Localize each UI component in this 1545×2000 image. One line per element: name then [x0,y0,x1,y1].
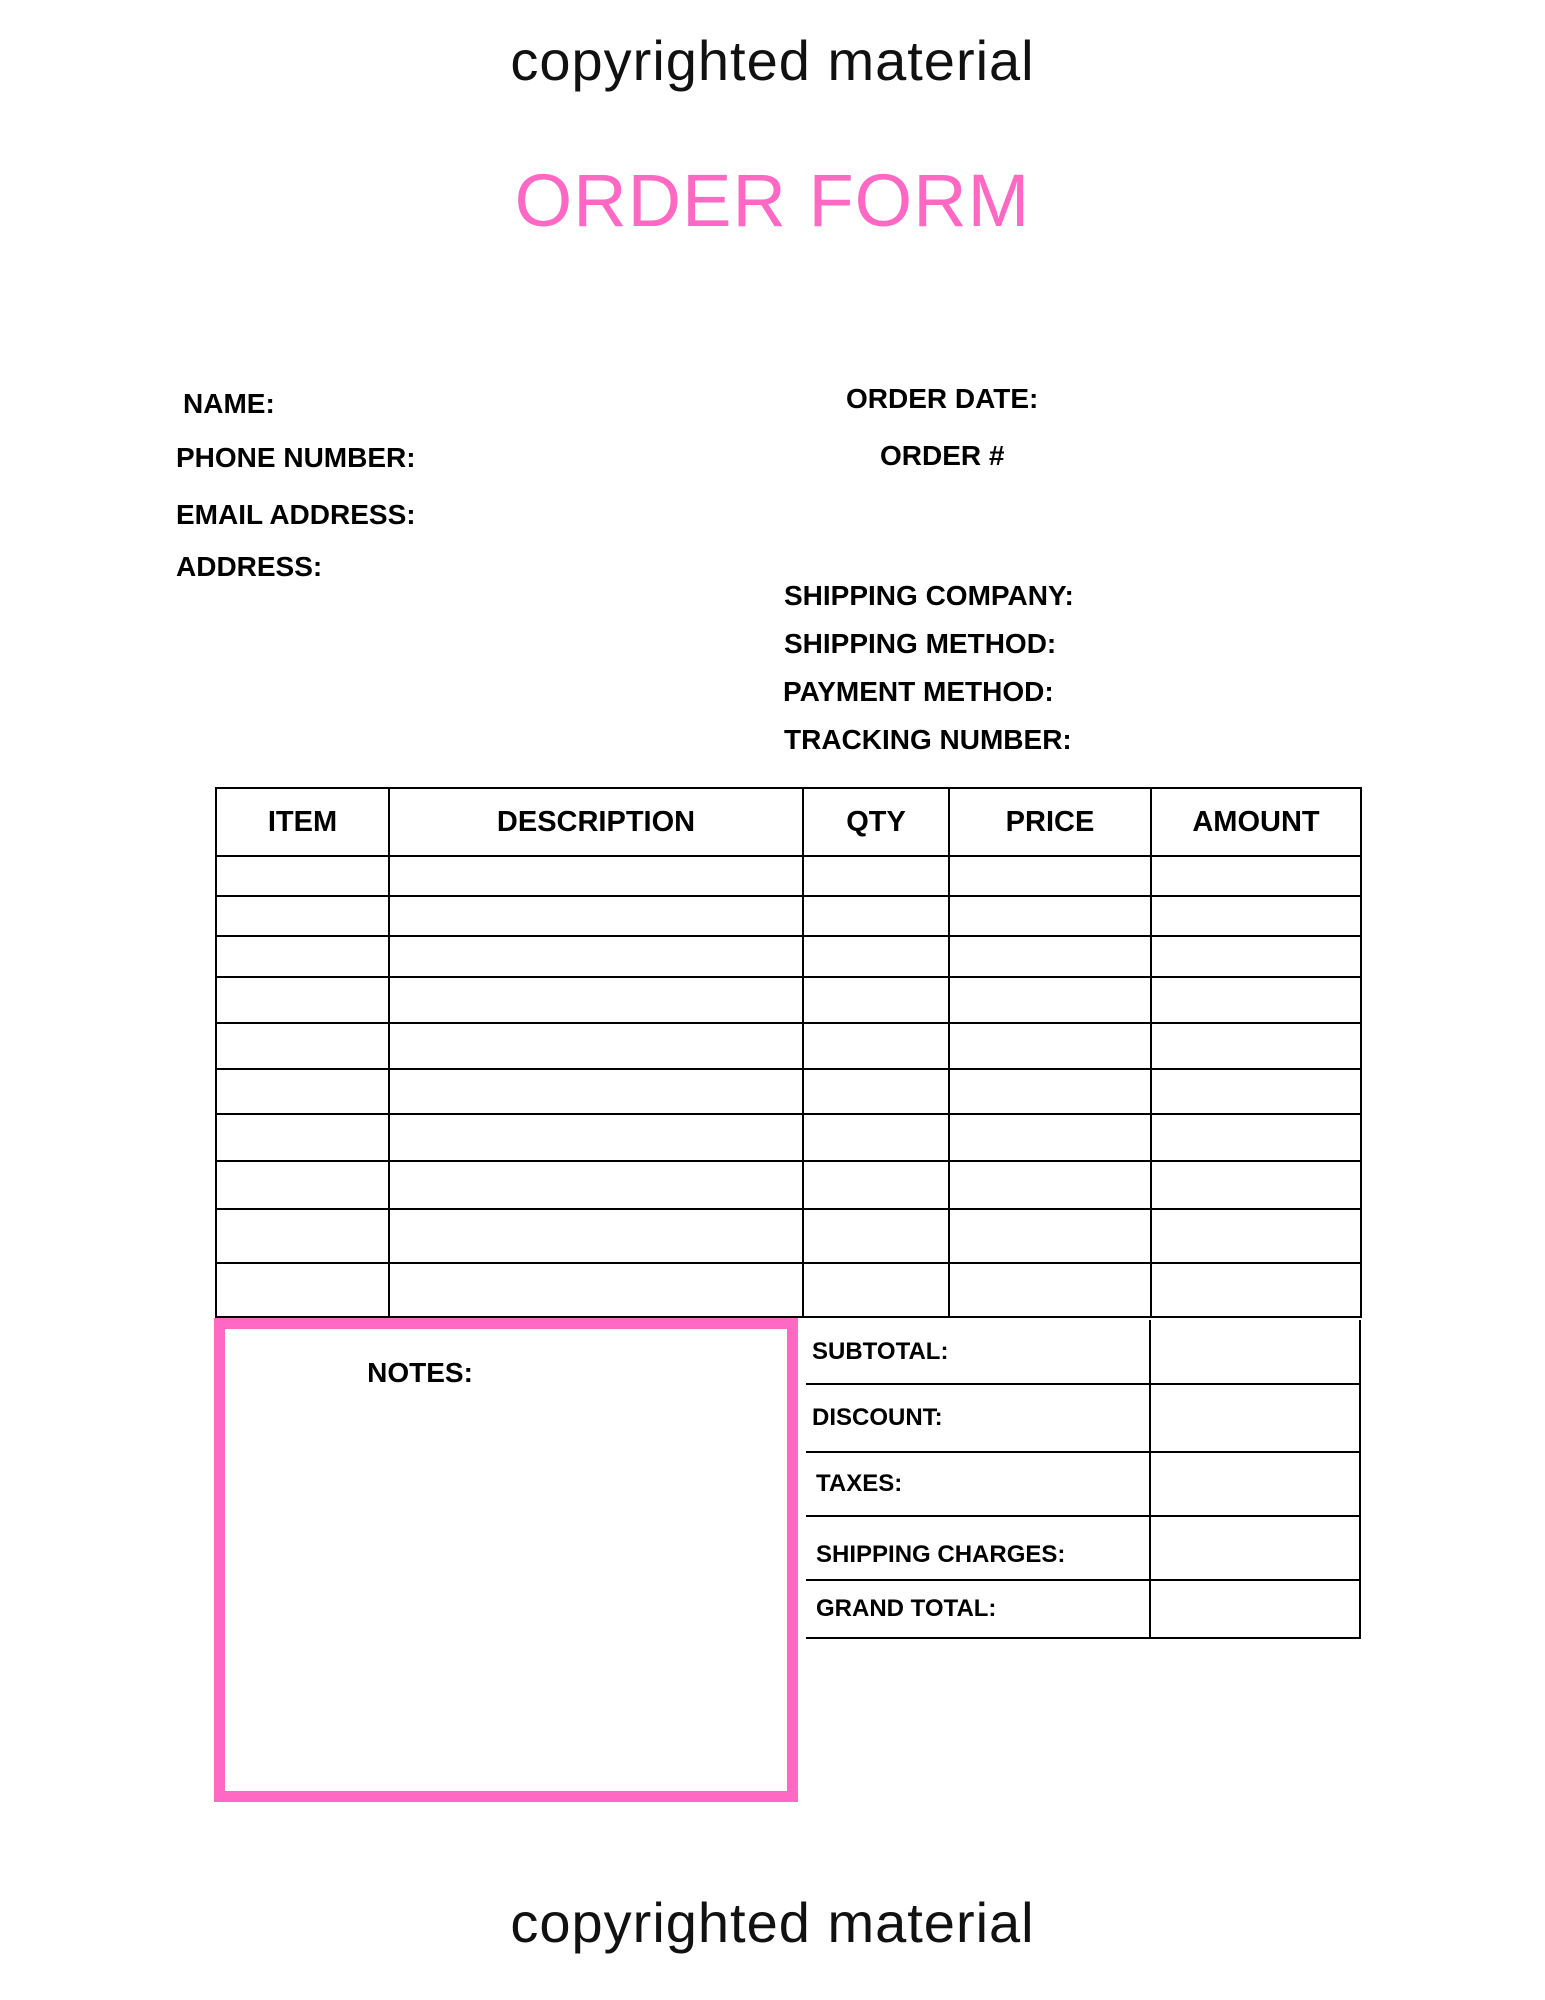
item-cell[interactable] [216,1023,389,1069]
items-table [215,787,1362,1318]
description-cell[interactable] [389,977,803,1023]
price-cell[interactable] [949,977,1151,1023]
item-cell[interactable] [216,1069,389,1114]
description-cell[interactable] [389,936,803,977]
price-cell[interactable] [949,1161,1151,1209]
price-cell[interactable] [949,1209,1151,1263]
price-cell[interactable] [949,1023,1151,1069]
qty-cell[interactable] [803,1209,949,1263]
qty-cell[interactable] [803,1069,949,1114]
notes-label: NOTES: [367,1357,473,1388]
table-row [216,896,1361,936]
description-cell[interactable] [389,1161,803,1209]
discount-value[interactable] [1150,1384,1360,1452]
grand-total-row [806,1580,1360,1638]
table-row [216,1069,1361,1114]
table-row [216,936,1361,977]
description-cell[interactable] [389,1209,803,1263]
table-row [216,1209,1361,1263]
description-cell[interactable] [389,1114,803,1161]
discount-label: DISCOUNT: [806,1384,1150,1452]
amount-cell[interactable] [1151,1114,1361,1161]
grand-total-label: GRAND TOTAL: [806,1580,1150,1638]
column-header-qty: QTY [803,788,949,856]
tracking-number-label: TRACKING NUMBER: [784,724,1072,755]
order-number-label: ORDER # [880,440,1005,471]
payment-method-label: PAYMENT METHOD: [783,676,1054,707]
address-label: ADDRESS: [176,551,323,582]
item-cell[interactable] [216,1114,389,1161]
price-cell[interactable] [949,1069,1151,1114]
shipping-charges-label: SHIPPING CHARGES: [806,1516,1150,1580]
item-cell[interactable] [216,977,389,1023]
table-row [216,856,1361,896]
subtotal-label: SUBTOTAL: [806,1320,1150,1384]
taxes-value[interactable] [1150,1452,1360,1516]
taxes-row [806,1452,1360,1516]
qty-cell[interactable] [803,1263,949,1317]
shipping-method-label: SHIPPING METHOD: [784,628,1057,659]
qty-cell[interactable] [803,936,949,977]
item-cell[interactable] [216,1263,389,1317]
price-cell[interactable] [949,896,1151,936]
amount-cell[interactable] [1151,936,1361,977]
table-row [216,977,1361,1023]
column-header-price: PRICE [949,788,1151,856]
column-header-item: ITEM [216,788,389,856]
description-cell[interactable] [389,1263,803,1317]
amount-cell[interactable] [1151,896,1361,936]
shipping-charges-row [806,1516,1360,1580]
item-cell[interactable] [216,896,389,936]
items-table-header-row [216,788,1361,856]
qty-cell[interactable] [803,977,949,1023]
table-row [216,1161,1361,1209]
qty-cell[interactable] [803,856,949,896]
description-cell[interactable] [389,1023,803,1069]
qty-cell[interactable] [803,896,949,936]
totals-table [806,1320,1361,1639]
watermark-bottom: copyrighted material [510,1891,1035,1954]
description-cell[interactable] [389,856,803,896]
amount-cell[interactable] [1151,1161,1361,1209]
amount-cell[interactable] [1151,1069,1361,1114]
table-row [216,1263,1361,1317]
order-date-label: ORDER DATE: [846,383,1039,414]
name-label: NAME: [183,388,275,419]
amount-cell[interactable] [1151,977,1361,1023]
price-cell[interactable] [949,936,1151,977]
item-cell[interactable] [216,856,389,896]
shipping-charges-value[interactable] [1150,1516,1360,1580]
price-cell[interactable] [949,1263,1151,1317]
price-cell[interactable] [949,1114,1151,1161]
item-cell[interactable] [216,936,389,977]
column-header-description: DESCRIPTION [389,788,803,856]
email-address-label: EMAIL ADDRESS: [176,499,416,530]
item-cell[interactable] [216,1209,389,1263]
amount-cell[interactable] [1151,1023,1361,1069]
description-cell[interactable] [389,896,803,936]
qty-cell[interactable] [803,1161,949,1209]
qty-cell[interactable] [803,1023,949,1069]
price-cell[interactable] [949,856,1151,896]
table-row [216,1114,1361,1161]
subtotal-row [806,1320,1360,1384]
page-title: ORDER FORM [514,159,1031,242]
phone-number-label: PHONE NUMBER: [176,442,416,473]
subtotal-value[interactable] [1150,1320,1360,1384]
item-cell[interactable] [216,1161,389,1209]
amount-cell[interactable] [1151,856,1361,896]
discount-row [806,1384,1360,1452]
notes-box[interactable] [214,1318,798,1802]
grand-total-value[interactable] [1150,1580,1360,1638]
taxes-label: TAXES: [806,1452,1150,1516]
amount-cell[interactable] [1151,1209,1361,1263]
qty-cell[interactable] [803,1114,949,1161]
description-cell[interactable] [389,1069,803,1114]
table-row [216,1023,1361,1069]
amount-cell[interactable] [1151,1263,1361,1317]
column-header-amount: AMOUNT [1151,788,1361,856]
watermark-top: copyrighted material [510,29,1035,92]
shipping-company-label: SHIPPING COMPANY: [784,580,1074,611]
